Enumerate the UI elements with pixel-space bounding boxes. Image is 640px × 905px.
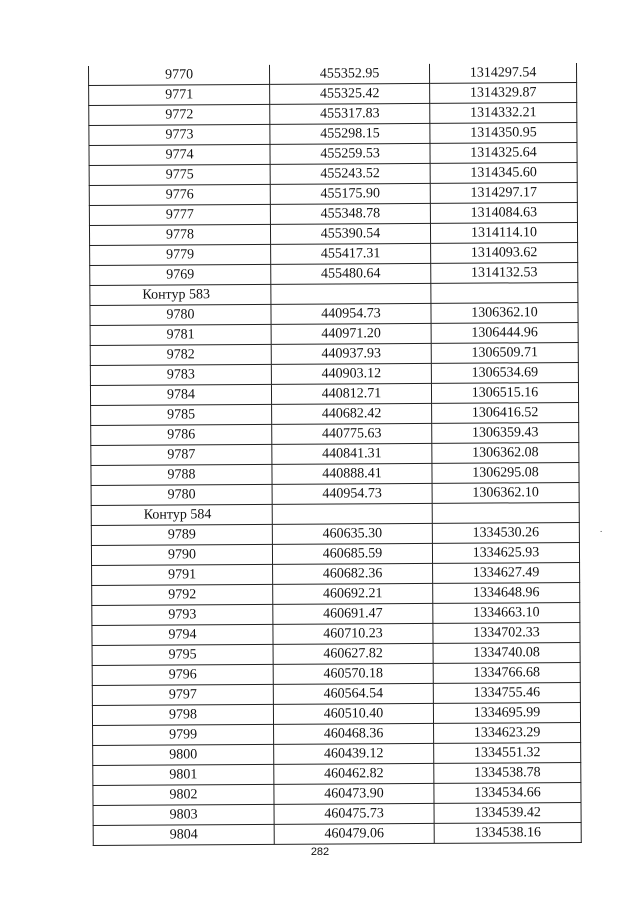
y-coordinate-cell: 1314297.54 <box>429 63 576 83</box>
y-coordinate-cell: 1314114.10 <box>430 223 577 244</box>
y-coordinate-cell: 1334702.33 <box>433 623 580 644</box>
table-row <box>91 463 579 486</box>
x-coordinate-cell: 460691.47 <box>273 603 433 624</box>
point-number-cell: 9780 <box>90 304 271 325</box>
table-row <box>92 583 580 606</box>
point-number-cell: 9795 <box>92 644 273 665</box>
y-coordinate-cell: 1306509.71 <box>431 343 578 364</box>
y-coordinate-cell: 1306362.10 <box>431 303 578 324</box>
x-coordinate-cell: 440954.73 <box>272 483 432 504</box>
table-row <box>89 203 577 226</box>
point-number-cell: 9771 <box>89 84 270 105</box>
table-row <box>91 423 579 446</box>
x-coordinate-cell: 460479.06 <box>274 823 434 844</box>
point-number-cell: 9791 <box>92 564 273 585</box>
table-row <box>89 163 577 186</box>
contour-label: Контур 584 <box>91 504 272 525</box>
table-row <box>90 243 578 266</box>
point-number-cell: 9801 <box>93 764 274 785</box>
x-coordinate-cell: 460685.59 <box>272 543 432 564</box>
point-number-cell: 9781 <box>90 324 271 345</box>
point-number-cell: 9793 <box>92 604 273 625</box>
y-coordinate-cell: 1334663.10 <box>433 603 580 624</box>
y-coordinate-cell: 1334695.99 <box>433 703 580 724</box>
y-coordinate-cell: 1334530.26 <box>432 523 579 544</box>
table-row <box>90 263 578 286</box>
x-coordinate-cell: 440903.12 <box>271 363 431 384</box>
point-number-cell: 9800 <box>93 744 274 765</box>
y-coordinate-cell: 1314329.87 <box>430 83 577 104</box>
table-row <box>91 443 579 466</box>
y-coordinate-cell: 1334538.16 <box>434 823 581 844</box>
y-coordinate-cell: 1306362.08 <box>432 443 579 464</box>
point-number-cell: 9775 <box>89 164 270 185</box>
coordinates-table-body <box>88 63 581 845</box>
table-row <box>93 743 581 766</box>
x-coordinate-cell: 460635.30 <box>272 523 432 544</box>
point-number-cell: 9782 <box>90 344 271 365</box>
point-number-cell: 9803 <box>93 804 274 825</box>
y-coordinate-cell: 1306362.10 <box>432 483 579 504</box>
x-coordinate-cell: 455417.31 <box>271 243 431 264</box>
point-number-cell: 9769 <box>90 264 271 285</box>
table-row <box>92 703 580 726</box>
y-coordinate-cell: 1314332.21 <box>430 103 577 124</box>
y-coordinate-cell: 1334740.08 <box>433 643 580 664</box>
x-coordinate-cell: 460682.36 <box>273 563 433 584</box>
x-coordinate-cell: 455259.53 <box>270 143 430 164</box>
table-row <box>89 223 577 246</box>
x-coordinate-cell: 460564.54 <box>273 683 433 704</box>
y-coordinate-cell: 1306416.52 <box>432 403 579 424</box>
point-number-cell: 9787 <box>91 444 272 465</box>
table-row <box>90 323 578 346</box>
point-number-cell: 9794 <box>92 624 273 645</box>
table-row <box>92 663 580 686</box>
y-coordinate-cell: 1334755.46 <box>433 683 580 704</box>
x-coordinate-cell: 455317.83 <box>270 103 430 124</box>
x-coordinate-cell: 460439.12 <box>274 743 434 764</box>
table-row <box>92 623 580 646</box>
empty-cell <box>431 283 578 304</box>
point-number-cell: 9780 <box>91 484 272 505</box>
point-number-cell: 9804 <box>93 824 274 845</box>
x-coordinate-cell: 460570.18 <box>273 663 433 684</box>
y-coordinate-cell: 1306359.43 <box>432 423 579 444</box>
x-coordinate-cell: 460710.23 <box>273 623 433 644</box>
table-row <box>92 603 580 626</box>
table-row <box>89 83 577 106</box>
point-number-cell: 9785 <box>91 404 272 425</box>
x-coordinate-cell: 455325.42 <box>270 83 430 104</box>
table-row <box>93 823 581 846</box>
contour-label: Контур 583 <box>90 284 271 305</box>
y-coordinate-cell: 1334538.78 <box>434 763 581 784</box>
x-coordinate-cell: 460692.21 <box>273 583 433 604</box>
y-coordinate-cell: 1314093.62 <box>431 243 578 264</box>
table-row <box>89 123 577 146</box>
point-number-cell: 9778 <box>89 224 270 245</box>
x-coordinate-cell: 455480.64 <box>271 263 431 284</box>
table-row <box>91 543 579 566</box>
x-coordinate-cell: 455390.54 <box>270 223 430 244</box>
table-row <box>89 183 577 206</box>
x-coordinate-cell: 460473.90 <box>274 783 434 804</box>
x-coordinate-cell: 440682.42 <box>272 403 432 424</box>
y-coordinate-cell: 1314084.63 <box>430 203 577 224</box>
table-row <box>93 723 581 746</box>
x-coordinate-cell: 440841.31 <box>272 443 432 464</box>
point-number-cell: 9790 <box>91 544 272 565</box>
y-coordinate-cell: 1306295.08 <box>432 463 579 484</box>
point-number-cell: 9772 <box>89 104 270 125</box>
table-row <box>88 63 576 85</box>
table-row <box>91 523 579 546</box>
x-coordinate-cell: 440937.93 <box>271 343 431 364</box>
x-coordinate-cell: 460468.36 <box>274 723 434 744</box>
point-number-cell: 9788 <box>91 464 272 485</box>
table-row <box>90 383 578 406</box>
point-number-cell: 9802 <box>93 784 274 805</box>
point-number-cell: 9779 <box>90 244 271 265</box>
point-number-cell: 9783 <box>90 364 271 385</box>
x-coordinate-cell: 455352.95 <box>269 64 429 84</box>
table-row <box>92 643 580 666</box>
table-row <box>90 363 578 386</box>
x-coordinate-cell: 455348.78 <box>270 203 430 224</box>
x-coordinate-cell: 455298.15 <box>270 123 430 144</box>
table-row <box>90 343 578 366</box>
coordinates-table <box>88 63 582 846</box>
table-row <box>93 803 581 826</box>
table-row <box>90 303 578 326</box>
table-row <box>92 563 580 586</box>
point-number-cell: 9796 <box>92 664 273 685</box>
table-row <box>93 783 581 806</box>
x-coordinate-cell: 460627.82 <box>273 643 433 664</box>
x-coordinate-cell: 460510.40 <box>273 703 433 724</box>
y-coordinate-cell: 1314350.95 <box>430 123 577 144</box>
y-coordinate-cell: 1314325.64 <box>430 143 577 164</box>
x-coordinate-cell: 455243.52 <box>270 163 430 184</box>
point-number-cell: 9773 <box>89 124 270 145</box>
y-coordinate-cell: 1334551.32 <box>434 743 581 764</box>
point-number-cell: 9799 <box>93 724 274 745</box>
y-coordinate-cell: 1306515.16 <box>431 383 578 404</box>
y-coordinate-cell: 1306534.69 <box>431 363 578 384</box>
point-number-cell: 9774 <box>89 144 270 165</box>
point-number-cell: 9776 <box>89 184 270 205</box>
table-row <box>92 683 580 706</box>
point-number-cell: 9789 <box>91 524 272 545</box>
x-coordinate-cell: 460475.73 <box>274 803 434 824</box>
point-number-cell: 9797 <box>92 684 273 705</box>
point-number-cell: 9792 <box>92 584 273 605</box>
point-number-cell: 9786 <box>91 424 272 445</box>
y-coordinate-cell: 1334625.93 <box>432 543 579 564</box>
y-coordinate-cell: 1334534.66 <box>434 783 581 804</box>
table-row <box>91 403 579 426</box>
table-row <box>93 763 581 786</box>
y-coordinate-cell: 1306444.96 <box>431 323 578 344</box>
margin-mark: . <box>600 524 603 534</box>
empty-cell <box>272 503 432 524</box>
y-coordinate-cell: 1334627.49 <box>433 563 580 584</box>
y-coordinate-cell: 1334648.96 <box>433 583 580 604</box>
x-coordinate-cell: 440775.63 <box>272 423 432 444</box>
point-number-cell: 9777 <box>89 204 270 225</box>
y-coordinate-cell: 1334766.68 <box>433 663 580 684</box>
table-row <box>89 103 577 126</box>
y-coordinate-cell: 1314132.53 <box>431 263 578 284</box>
y-coordinate-cell: 1314345.60 <box>430 163 577 184</box>
y-coordinate-cell: 1334539.42 <box>434 803 581 824</box>
x-coordinate-cell: 460462.82 <box>274 763 434 784</box>
x-coordinate-cell: 440888.41 <box>272 463 432 484</box>
x-coordinate-cell: 440971.20 <box>271 323 431 344</box>
empty-cell <box>271 283 431 304</box>
table-row <box>89 143 577 166</box>
empty-cell <box>432 503 579 524</box>
point-number-cell: 9770 <box>88 65 269 86</box>
y-coordinate-cell: 1334623.29 <box>434 723 581 744</box>
point-number-cell: 9798 <box>92 704 273 725</box>
y-coordinate-cell: 1314297.17 <box>430 183 577 204</box>
x-coordinate-cell: 455175.90 <box>270 183 430 204</box>
page-number: 282 <box>310 846 330 858</box>
point-number-cell: 9784 <box>90 384 271 405</box>
table-row <box>91 483 579 506</box>
x-coordinate-cell: 440812.71 <box>271 383 431 404</box>
x-coordinate-cell: 440954.73 <box>271 303 431 324</box>
